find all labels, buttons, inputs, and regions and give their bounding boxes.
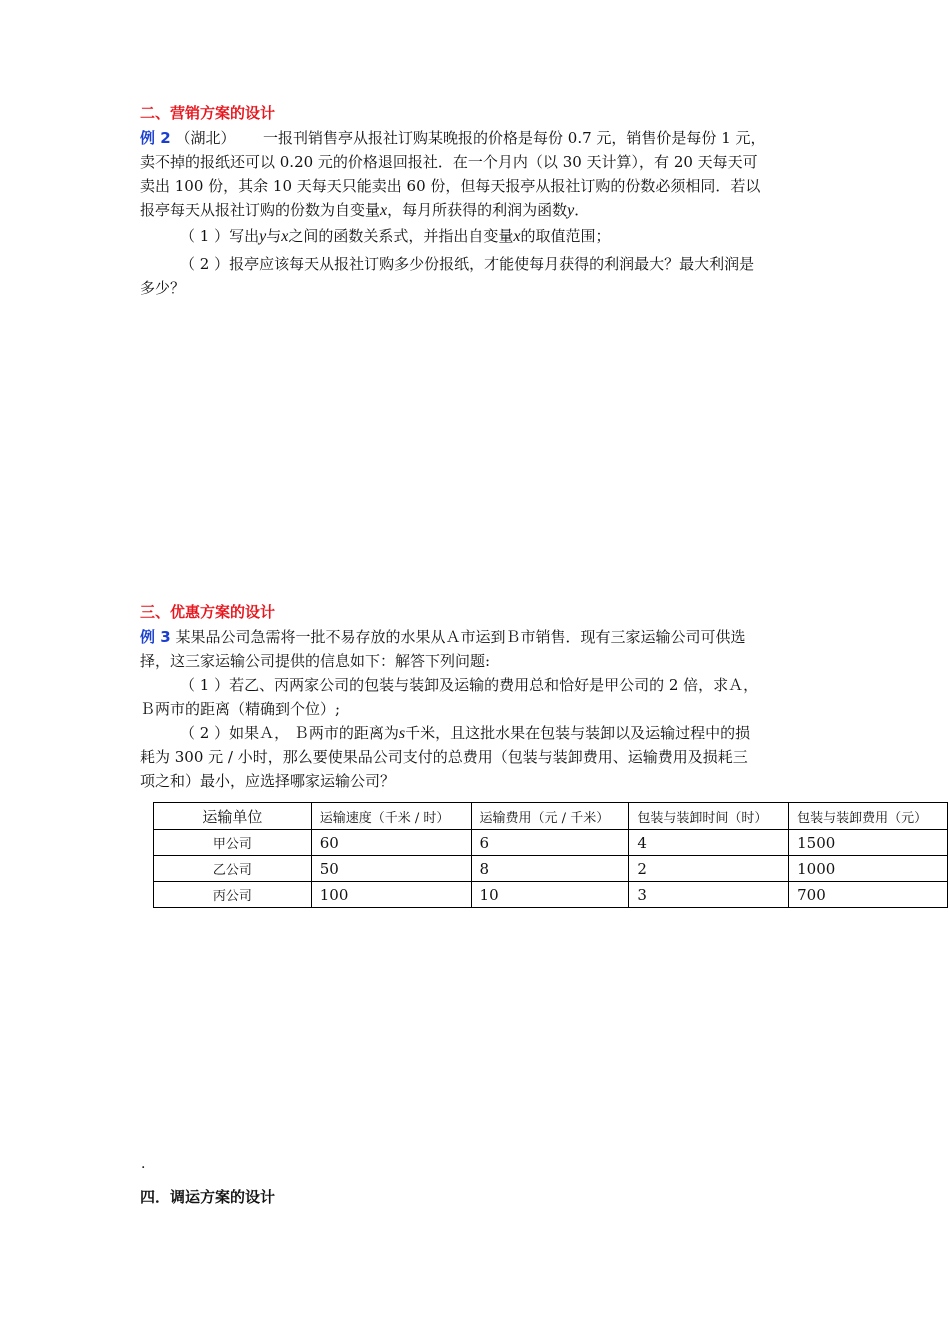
example2-question1 bbox=[140, 224, 820, 248]
example2-problem bbox=[140, 126, 820, 300]
q2-text-b: 千米，且这批水果在包装与装卸以及运输过程中的损 bbox=[405, 724, 751, 742]
stray-dot: · bbox=[141, 1160, 146, 1176]
table-header-cell: 运输单位 bbox=[154, 803, 312, 830]
example3-problem bbox=[140, 625, 820, 793]
example2-question2-line2: 多少？ bbox=[140, 279, 186, 297]
var-x: x bbox=[281, 228, 289, 245]
example2-source: （湖北） bbox=[175, 129, 236, 147]
var-y: y bbox=[259, 228, 267, 245]
example2-text-line4b: ，每月所获得的利润为函数 bbox=[387, 201, 568, 219]
example2-text-line4a: 报亭每天从报社订购的份数为自变量 bbox=[140, 201, 381, 219]
q1-text-c: 之间的函数关系式，并指出自变量 bbox=[288, 227, 514, 245]
table-cell: 10 bbox=[471, 882, 629, 908]
table-cell: 8 bbox=[471, 856, 629, 882]
example2-text-line3: 卖出 100 份，其余 10 天每天只能卖出 60 份，但每天报亭从报社订购的份数必须相同．若以 bbox=[140, 177, 761, 195]
table-cell: 4 bbox=[629, 830, 789, 856]
table-header-cell: 运输速度（千米 / 时） bbox=[311, 803, 471, 830]
var-x: x bbox=[380, 202, 388, 219]
example2-text-line1: 一报刊销售亭从报社订购某晚报的价格是每份 0.7 元，销售价是每份 1 元， bbox=[263, 129, 766, 147]
table-header-row bbox=[154, 803, 948, 830]
table-row bbox=[154, 856, 948, 882]
table-cell: 50 bbox=[311, 856, 471, 882]
table-header-cell: 包装与装卸费用（元） bbox=[789, 803, 948, 830]
table-cell: 700 bbox=[789, 882, 948, 908]
table-row bbox=[154, 882, 948, 908]
example3-text-line1: 某果品公司急需将一批不易存放的水果从Ａ市运到Ｂ市销售．现有三家运输公司可供选 bbox=[175, 628, 746, 646]
q1-text-b: 与 bbox=[266, 227, 282, 245]
table-cell: 100 bbox=[311, 882, 471, 908]
example2-text-line2: 卖不掉的报纸还可以 0.20 元的价格退回报社．在一个月内（以 30 天计算），有 20 天每天可 bbox=[140, 153, 758, 171]
section3-heading: 三、优惠方案的设计 bbox=[140, 603, 276, 621]
example2-label: 例 2 bbox=[140, 129, 171, 147]
table-cell: 2 bbox=[629, 856, 789, 882]
section2-heading: 二、营销方案的设计 bbox=[140, 104, 276, 122]
table-cell: 3 bbox=[629, 882, 789, 908]
example3-question2-line2: 耗为 300 元 / 小时，那么要使果品公司支付的总费用（包装与装卸费用、运输费用及损耗三 bbox=[140, 748, 748, 766]
example2-text-line4c: ． bbox=[574, 201, 590, 219]
transport-table bbox=[153, 802, 948, 908]
table-header-cell: 包装与装卸时间（时） bbox=[629, 803, 789, 830]
table-cell: 丙公司 bbox=[154, 882, 312, 908]
example3-question1-line2: Ｂ两市的距离（精确到个位）; bbox=[140, 700, 341, 718]
table-cell: 6 bbox=[471, 830, 629, 856]
table-cell: 甲公司 bbox=[154, 830, 312, 856]
table-cell: 乙公司 bbox=[154, 856, 312, 882]
table-cell: 1000 bbox=[789, 856, 948, 882]
q1-text-d: 的取值范围； bbox=[520, 227, 611, 245]
example3-question1-line1: （ 1 ）若乙、丙两家公司的包装与装卸及运输的费用总和恰好是甲公司的 2 倍，求Ａ， bbox=[180, 676, 759, 694]
var-x: x bbox=[513, 228, 521, 245]
example2-question2-line1: （ 2 ）报亭应该每天从报社订购多少份报纸，才能使每月获得的利润最大？最大利润是 bbox=[180, 255, 755, 273]
table-header-cell: 运输费用（元 / 千米） bbox=[471, 803, 629, 830]
q2-text-a: （ 2 ）如果Ａ， Ｂ两市的距离为 bbox=[180, 724, 399, 742]
var-s: s bbox=[398, 725, 406, 742]
table-cell: 1500 bbox=[789, 830, 948, 856]
example3-question2-line1 bbox=[140, 721, 820, 745]
example3-text-line2: 择，这三家运输公司提供的信息如下：解答下列问题: bbox=[140, 652, 491, 670]
example3-question2-line3: 项之和）最小，应选择哪家运输公司？ bbox=[140, 772, 396, 790]
table-row bbox=[154, 830, 948, 856]
q1-text-a: （ 1 ）写出 bbox=[180, 227, 260, 245]
table-cell: 60 bbox=[311, 830, 471, 856]
example3-label: 例 3 bbox=[140, 628, 171, 646]
var-y: y bbox=[567, 202, 575, 219]
section4-heading: 四．调运方案的设计 bbox=[140, 1188, 276, 1206]
